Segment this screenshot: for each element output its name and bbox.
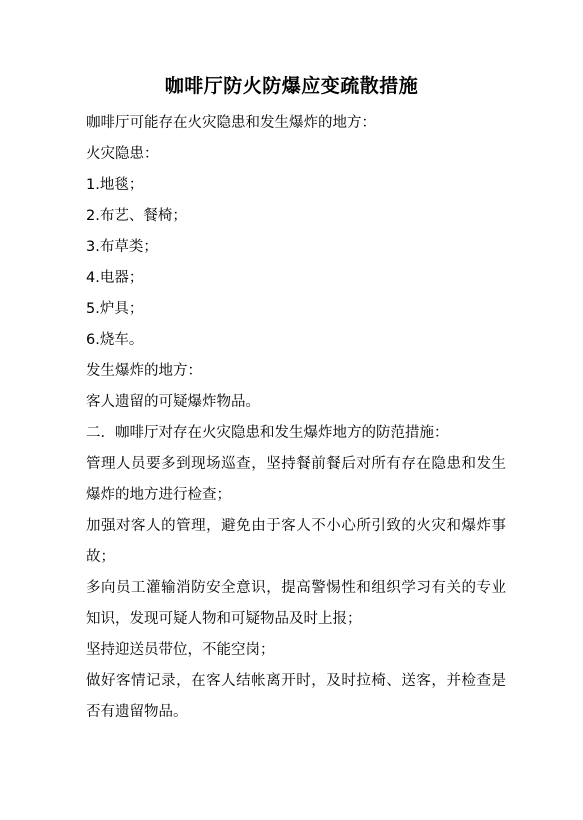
paragraph: 坚持迎送员带位，不能空岗； bbox=[86, 642, 275, 658]
list-item: 5.炉具； bbox=[86, 301, 144, 317]
list-item: 1.地毯； bbox=[86, 177, 144, 193]
paragraph: 客人遗留的可疑爆炸物品。 bbox=[86, 394, 260, 410]
list-item: 3.布草类； bbox=[86, 239, 158, 255]
paragraph: 管理人员要多到现场巡查，坚持餐前餐后对所有存在隐患和发生爆炸的地方进行检查； bbox=[86, 456, 506, 503]
paragraph: 做好客情记录，在客人结帐离开时，及时拉椅、送客，并检查是否有遗留物品。 bbox=[86, 673, 506, 720]
document-title: 咖啡厅防火防爆应变疏散措施 bbox=[164, 75, 419, 97]
paragraph: 多向员工灌输消防安全意识，提高警惕性和组织学习有关的专业知识，发现可疑人物和可疑物品及时上报； bbox=[86, 580, 506, 627]
list-item: 4.电器； bbox=[86, 270, 144, 286]
list-item: 6.烧车。 bbox=[86, 332, 144, 348]
measures-heading: 二．咖啡厅对存在火灾隐患和发生爆炸地方的防范措施： bbox=[86, 425, 449, 441]
fire-hazards-heading: 火灾隐患： bbox=[86, 146, 159, 162]
document-body bbox=[86, 108, 506, 728]
list-item: 2.布艺、餐椅； bbox=[86, 208, 187, 224]
explosion-places-heading: 发生爆炸的地方： bbox=[86, 363, 202, 379]
paragraph: 加强对客人的管理，避免由于客人不小心所引致的火灾和爆炸事故； bbox=[86, 518, 506, 565]
intro-paragraph: 咖啡厅可能存在火灾隐患和发生爆炸的地方： bbox=[86, 115, 376, 131]
